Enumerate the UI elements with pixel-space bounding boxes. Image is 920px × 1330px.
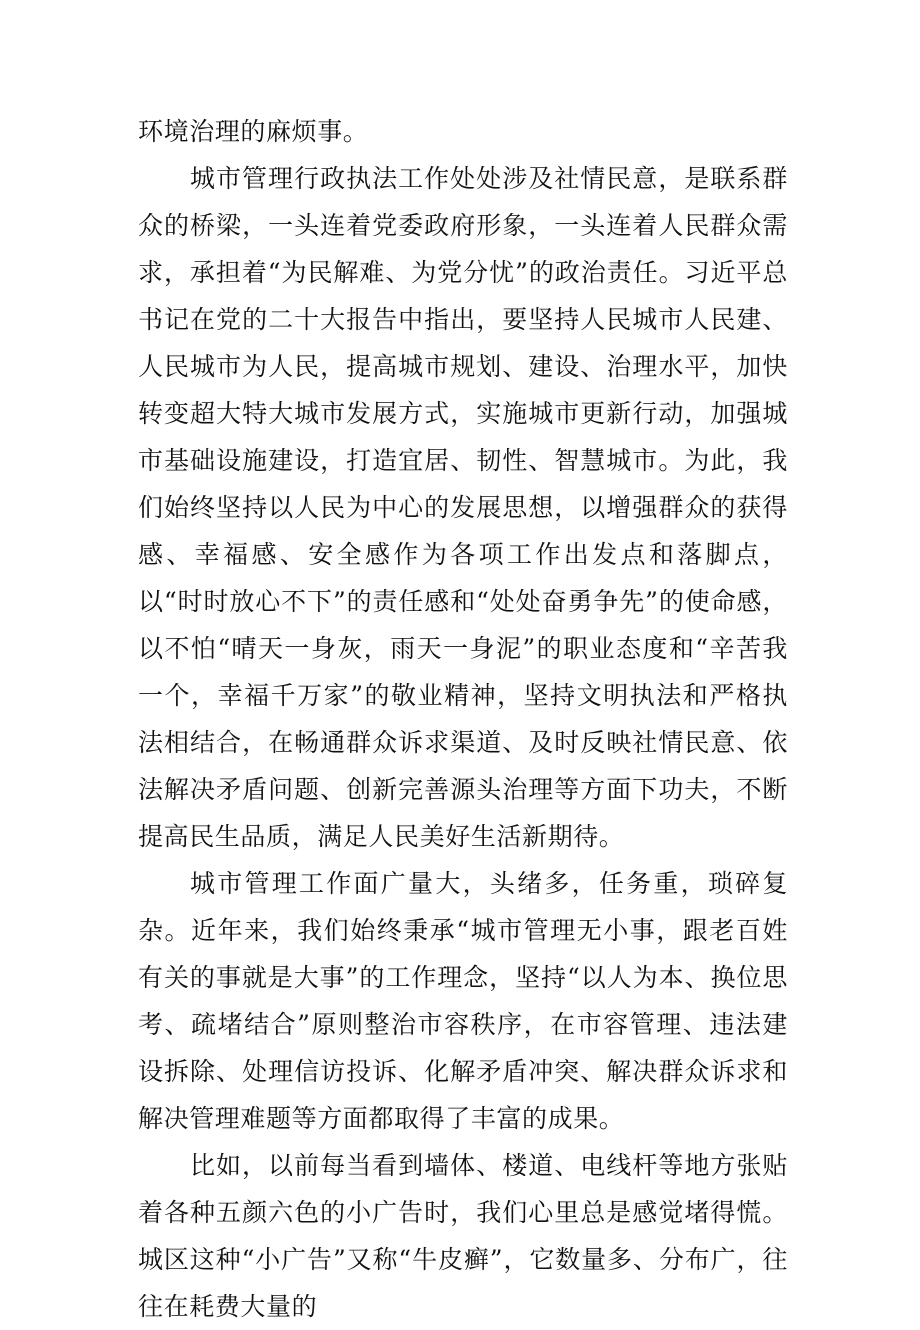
paragraph-small-ads: 比如，以前每当看到墙体、楼道、电线杆等地方张贴着各种五颜六色的小广告时，我们心里总是感觉堵得慌。城区这种“小广告”又称“牛皮癣”，它数量多、分布广，往往在耗费大量的 (138, 1151, 788, 1321)
document-body (138, 108, 788, 1330)
paragraph-continuation: 环境治理的麻烦事。 (138, 117, 369, 146)
paragraph-law-enforcement: 城市管理行政执法工作处处涉及社情民意，是联系群众的桥梁，一头连着党委政府形象，一头连着人民群众需求，承担着“为民解难、为党分忧”的政治责任。习近平总书记在党的二十大报告中指出，要坚持人民城市人民建、人民城市为人民，提高城市规划、建设、治理水平，加快转变超大特大城市发展方式，实施城市更新行动，加强城市基础设施建设，打造宜居、韧性、智慧城市。为此，我们始终坚持以人民为中心的发展思想，以增强群众的获得感、幸福感、安全感作为各项工作出发点和落脚点，以“时时放心不下”的责任感和“处处奋勇争先”的使命感，以不怕“晴天一身灰，雨天一身泥”的职业态度和“辛苦我一个，幸福千万家”的敬业精神，坚持文明执法和严格执法相结合，在畅通群众诉求渠道、及时反映社情民意、依法解决矛盾问题、创新完善源头治理等方面下功夫，不断提高民生品质，满足人民美好生活新期待。 (138, 164, 788, 851)
paragraph-city-management: 城市管理工作面广量大，头绪多，任务重，琐碎复杂。近年来，我们始终秉承“城市管理无小事，跟老百姓有关的事就是大事”的工作理念，坚持“以人为本、换位思考、疏堵结合”原则整治市容秩序，在市容管理、违法建设拆除、处理信访投诉、化解矛盾冲突、解决群众诉求和解决管理难题等方面都取得了丰富的成果。 (138, 869, 788, 1133)
